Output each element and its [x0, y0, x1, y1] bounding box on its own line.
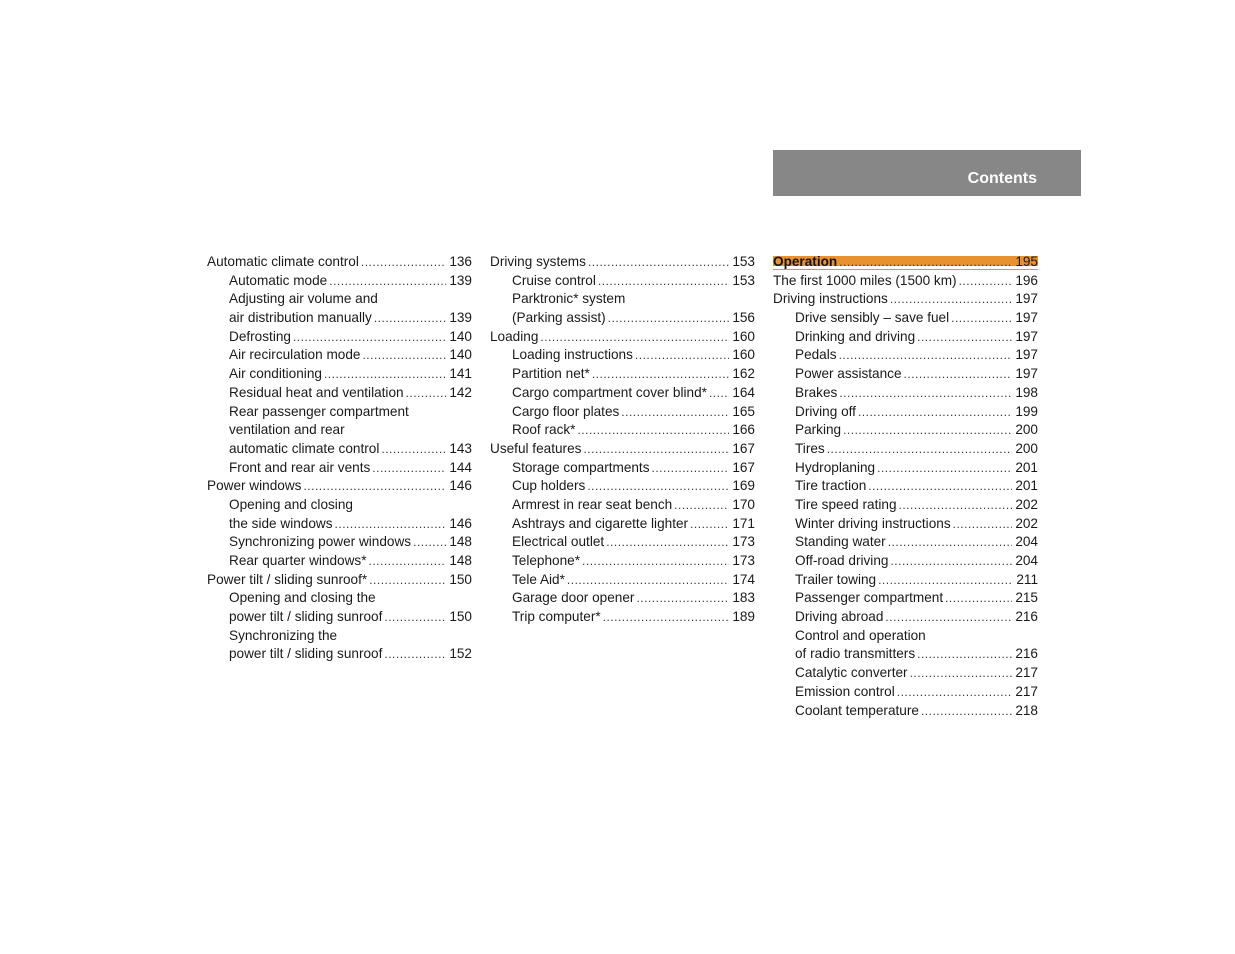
toc-entry-label: Cargo floor plates — [512, 403, 620, 419]
toc-entry[interactable] — [207, 571, 472, 590]
toc-entry-label: Synchronizing power windows — [229, 534, 412, 550]
toc-page-number: 169 — [732, 478, 755, 494]
toc-subentry[interactable] — [773, 309, 1038, 328]
toc-page-number: 195 — [1015, 254, 1038, 269]
toc-subentry[interactable] — [773, 477, 1038, 496]
toc-page-number: 153 — [732, 272, 755, 288]
toc-entry-label: Residual heat and ventilation — [229, 384, 404, 400]
toc-entry-label: Defrosting — [229, 328, 291, 344]
toc-page-number: 146 — [449, 478, 472, 494]
toc-page-number: 183 — [732, 590, 755, 606]
toc-entry[interactable] — [490, 440, 755, 459]
dot-leader — [374, 309, 447, 328]
dot-leader — [839, 253, 1012, 272]
toc-page-number: 150 — [449, 571, 472, 587]
toc-page-number: 139 — [449, 272, 472, 288]
toc-entry-label: Air recirculation mode — [229, 347, 361, 363]
toc-page-number: 141 — [449, 366, 472, 382]
toc-entry[interactable] — [773, 272, 1038, 291]
toc-subentry — [207, 421, 472, 440]
toc-entry-label: Cup holders — [512, 478, 586, 494]
toc-entry-label: Parking — [795, 422, 842, 438]
dot-leader — [674, 496, 729, 515]
toc-subentry — [490, 290, 755, 309]
toc-subentry[interactable] — [207, 552, 472, 571]
toc-page-number: 140 — [449, 328, 472, 344]
dot-leader — [592, 365, 729, 384]
dot-leader — [587, 477, 729, 496]
dot-leader — [897, 683, 1013, 702]
dot-leader — [588, 253, 729, 272]
toc-entry-label: Garage door opener — [512, 590, 635, 606]
toc-page-number: 162 — [732, 366, 755, 382]
dot-leader — [827, 440, 1013, 459]
toc-page-number: 167 — [732, 459, 755, 475]
dot-leader — [917, 328, 1012, 347]
toc-page-number: 156 — [732, 310, 755, 326]
toc-page-number: 148 — [449, 534, 472, 550]
toc-entry-label: Driving off — [795, 403, 856, 419]
toc-subentry[interactable] — [490, 571, 755, 590]
toc-entry-label: of radio transmitters — [795, 646, 916, 662]
toc-entry-label: Loading — [490, 328, 539, 344]
toc-entry-label: Off-road driving — [795, 553, 889, 568]
dot-leader — [303, 477, 446, 496]
toc-entry-label: Control and operation — [795, 627, 926, 643]
dot-leader — [890, 290, 1012, 309]
toc-entry-label: Storage compartments — [512, 459, 650, 475]
toc-page-number: 166 — [732, 422, 755, 438]
toc-entry-label: Loading instructions — [512, 347, 633, 363]
toc-entry-label: Armrest in rear seat bench — [512, 496, 673, 512]
toc-subentry[interactable] — [490, 552, 755, 571]
dot-leader — [843, 421, 1012, 440]
toc-page-number: 164 — [732, 384, 755, 400]
dot-leader — [839, 346, 1013, 365]
toc-page-number: 150 — [449, 609, 472, 625]
contents-tab — [773, 150, 1081, 196]
toc-page-number: 216 — [1015, 609, 1038, 625]
dot-leader — [293, 328, 446, 347]
toc-page-number: 160 — [732, 328, 755, 344]
toc-subentry[interactable] — [207, 459, 472, 478]
toc-entry-label: Driving systems — [490, 254, 586, 269]
toc-page-number: 200 — [1015, 440, 1038, 456]
dot-leader — [577, 421, 729, 440]
toc-subentry[interactable] — [207, 645, 472, 664]
toc-entry-label: Tires — [795, 440, 825, 456]
toc-subentry[interactable] — [773, 346, 1038, 365]
toc-column-2 — [490, 253, 755, 627]
toc-entry-label: Adjusting air volume and — [229, 291, 378, 307]
toc-entry[interactable] — [490, 253, 755, 272]
toc-subentry[interactable] — [490, 403, 755, 422]
toc-subentry — [773, 627, 1038, 646]
toc-subentry[interactable] — [490, 384, 755, 403]
toc-subentry[interactable] — [773, 384, 1038, 403]
toc-page-number: 216 — [1015, 646, 1038, 662]
toc-subentry[interactable] — [773, 683, 1038, 702]
toc-entry[interactable] — [773, 253, 1038, 272]
toc-page-number: 197 — [1015, 347, 1038, 363]
toc-subentry[interactable] — [773, 365, 1038, 384]
toc-entry-label: Brakes — [795, 384, 838, 400]
toc-entry-label: Parktronic* system — [512, 291, 626, 307]
dot-leader — [888, 533, 1013, 552]
dot-leader — [885, 608, 1012, 627]
toc-subentry — [207, 496, 472, 515]
toc-subentry[interactable] — [490, 272, 755, 291]
dot-leader — [890, 552, 1012, 571]
toc-entry-label: Opening and closing the — [229, 590, 376, 606]
toc-entry-label: Trailer towing — [795, 571, 877, 587]
toc-entry-label: Hydroplaning — [795, 459, 876, 475]
toc-page-number: 173 — [732, 553, 755, 568]
toc-entry-label: Driving abroad — [795, 609, 884, 625]
toc-page-number: 204 — [1015, 534, 1038, 550]
toc-subentry[interactable] — [490, 589, 755, 608]
toc-subentry[interactable] — [773, 440, 1038, 459]
toc-subentry[interactable] — [773, 496, 1038, 515]
toc-entry-label: Useful features — [490, 440, 582, 456]
toc-page-number: 144 — [449, 459, 472, 475]
dot-leader — [608, 309, 730, 328]
toc-subentry[interactable] — [207, 515, 472, 534]
toc-page-number: 202 — [1015, 496, 1038, 512]
toc-entry-label: Drinking and driving — [795, 328, 916, 344]
toc-entry-label: Catalytic converter — [795, 665, 908, 681]
toc-entry[interactable] — [207, 253, 472, 272]
toc-subentry — [207, 403, 472, 422]
dot-leader — [621, 403, 729, 422]
toc-entry-label: air distribution manually — [229, 310, 372, 326]
toc-entry-label: Coolant temperature — [795, 702, 919, 718]
toc-page-number: 218 — [1015, 702, 1038, 718]
dot-leader — [951, 309, 1012, 328]
toc-subentry — [207, 290, 472, 309]
toc-subentry[interactable] — [490, 421, 755, 440]
toc-page-number: 142 — [449, 384, 472, 400]
toc-page-number: 139 — [449, 310, 472, 326]
toc-entry-label: Front and rear air vents — [229, 459, 371, 475]
toc-entry-label: Tire traction — [795, 478, 867, 494]
toc-entry-label: Synchronizing the — [229, 627, 338, 643]
toc-entry-label: Telephone* — [512, 553, 581, 568]
toc-page-number: 167 — [732, 440, 755, 456]
dot-leader — [917, 645, 1012, 664]
toc-page-number: 146 — [449, 515, 472, 531]
toc-page-number: 199 — [1015, 403, 1038, 419]
dot-leader — [362, 346, 446, 365]
toc-subentry[interactable] — [207, 384, 472, 403]
toc-page-number: 153 — [732, 254, 755, 269]
dot-leader — [868, 477, 1012, 496]
dot-leader — [413, 533, 446, 552]
toc-page-number: 173 — [732, 534, 755, 550]
toc-column-1 — [207, 253, 472, 664]
toc-column-3 — [773, 253, 1038, 720]
toc-entry-label: Roof rack* — [512, 422, 576, 438]
toc-entry-label: Partition net* — [512, 366, 590, 382]
dot-leader — [709, 384, 729, 403]
dot-leader — [369, 571, 446, 590]
dot-leader — [406, 384, 447, 403]
dot-leader — [953, 515, 1013, 534]
dot-leader — [598, 272, 729, 291]
toc-subentry[interactable] — [207, 365, 472, 384]
dot-leader — [329, 272, 446, 291]
toc-subentry[interactable] — [773, 589, 1038, 608]
dot-leader — [945, 589, 1012, 608]
toc-entry-label: Pedals — [795, 347, 837, 363]
toc-page-number: 201 — [1015, 478, 1038, 494]
toc-entry-label: automatic climate control — [229, 440, 380, 456]
toc-subentry[interactable] — [207, 309, 472, 328]
toc-entry-label: Drive sensibly – save fuel — [795, 310, 950, 326]
toc-page-number: 197 — [1015, 291, 1038, 307]
dot-leader — [910, 664, 1013, 683]
toc-entry-label: Automatic mode — [229, 272, 328, 288]
toc-entry-label: Power assistance — [795, 366, 902, 382]
toc-subentry[interactable] — [490, 496, 755, 515]
toc-entry-label: Emission control — [795, 683, 895, 699]
toc-subentry[interactable] — [773, 552, 1038, 571]
toc-subentry[interactable] — [490, 365, 755, 384]
toc-page-number: 165 — [732, 403, 755, 419]
toc-page-number: 217 — [1015, 665, 1038, 681]
toc-page-number: 196 — [1015, 272, 1038, 288]
toc-entry-label: (Parking assist) — [512, 310, 606, 326]
toc-page-number: 148 — [449, 553, 472, 568]
dot-leader — [858, 403, 1012, 422]
dot-leader — [324, 365, 446, 384]
toc-subentry[interactable] — [773, 645, 1038, 664]
toc-subentry[interactable] — [207, 328, 472, 347]
toc-subentry[interactable] — [773, 608, 1038, 627]
toc-subentry — [207, 627, 472, 646]
dot-leader — [921, 702, 1012, 721]
toc-page-number: 197 — [1015, 328, 1038, 344]
toc-subentry[interactable] — [773, 533, 1038, 552]
dot-leader — [583, 440, 729, 459]
dot-leader — [904, 365, 1013, 384]
toc-page-number: 152 — [449, 646, 472, 662]
toc-subentry[interactable] — [490, 515, 755, 534]
toc-entry-label: the side windows — [229, 515, 333, 531]
toc-entry-label: Ashtrays and cigarette lighter — [512, 515, 689, 531]
toc-entry-label: power tilt / sliding sunroof — [229, 609, 383, 625]
dot-leader — [603, 608, 730, 627]
toc-entry-label: Tire speed rating — [795, 496, 897, 512]
toc-subentry[interactable] — [207, 346, 472, 365]
toc-entry-label: Cruise control — [512, 272, 596, 288]
dot-leader — [384, 608, 446, 627]
toc-page-number: 197 — [1015, 366, 1038, 382]
dot-leader — [361, 253, 446, 272]
toc-entry-label: power tilt / sliding sunroof — [229, 646, 383, 662]
toc-entry-label: Power windows — [207, 478, 302, 494]
toc-entry-label: Rear passenger compartment — [229, 403, 409, 419]
toc-page-number: 204 — [1015, 553, 1038, 568]
dot-leader — [369, 552, 447, 571]
toc-page-number: 170 — [732, 496, 755, 512]
dot-leader — [335, 515, 447, 534]
toc-entry-label: Opening and closing — [229, 496, 353, 512]
toc-subentry[interactable] — [490, 477, 755, 496]
toc-subentry[interactable] — [773, 515, 1038, 534]
toc-page-number: 198 — [1015, 384, 1038, 400]
toc-page-number: 202 — [1015, 515, 1038, 531]
toc-entry-label: Cargo compartment cover blind* — [512, 384, 707, 400]
dot-leader — [381, 440, 446, 459]
toc-entry-label: Operation — [773, 254, 838, 269]
toc-page-number: 174 — [732, 571, 755, 587]
toc-page-number: 200 — [1015, 422, 1038, 438]
toc-page-number: 171 — [732, 515, 755, 531]
toc-entry-label: Power tilt / sliding sunroof* — [207, 571, 368, 587]
dot-leader — [878, 571, 1013, 590]
toc-page-number: 143 — [449, 440, 472, 456]
toc-entry-label: Tele Aid* — [512, 571, 565, 587]
toc-subentry[interactable] — [490, 608, 755, 627]
dot-leader — [384, 645, 446, 664]
toc-entry-label: Rear quarter windows* — [229, 553, 367, 568]
dot-leader — [540, 328, 729, 347]
toc-subentry[interactable] — [490, 533, 755, 552]
toc-entry-label: Passenger compartment — [795, 590, 944, 606]
toc-subentry[interactable] — [773, 421, 1038, 440]
toc-subentry[interactable] — [773, 328, 1038, 347]
toc-subentry[interactable] — [773, 459, 1038, 478]
toc-subentry[interactable] — [207, 533, 472, 552]
toc-subentry[interactable] — [490, 346, 755, 365]
toc-subentry[interactable] — [207, 272, 472, 291]
toc-subentry[interactable] — [773, 664, 1038, 683]
toc-entry[interactable] — [773, 290, 1038, 309]
toc-entry[interactable] — [490, 328, 755, 347]
dot-leader — [582, 552, 729, 571]
toc-entry-label: Winter driving instructions — [795, 515, 951, 531]
toc-entry-label: Trip computer* — [512, 609, 601, 625]
dot-leader — [635, 346, 729, 365]
toc-page-number: 136 — [449, 254, 472, 269]
toc-page-number: 215 — [1015, 590, 1038, 606]
toc-subentry[interactable] — [207, 440, 472, 459]
toc-page-number: 197 — [1015, 310, 1038, 326]
toc-subentry — [207, 589, 472, 608]
toc-page-number: 201 — [1015, 459, 1038, 475]
toc-entry-label: Automatic climate control — [207, 254, 359, 269]
dot-leader — [839, 384, 1012, 403]
toc-entry[interactable] — [207, 477, 472, 496]
toc-subentry[interactable] — [490, 459, 755, 478]
toc-subentry[interactable] — [773, 702, 1038, 721]
toc-page-number: 211 — [1016, 571, 1038, 587]
toc-subentry[interactable] — [773, 571, 1038, 590]
dot-leader — [690, 515, 729, 534]
toc-entry-label: Electrical outlet — [512, 534, 605, 550]
toc-entry-label: The first 1000 miles (1500 km) — [773, 272, 957, 288]
dot-leader — [959, 272, 1013, 291]
toc-subentry[interactable] — [773, 403, 1038, 422]
toc-subentry[interactable] — [207, 608, 472, 627]
dot-leader — [652, 459, 730, 478]
dot-leader — [636, 589, 729, 608]
dot-leader — [567, 571, 729, 590]
toc-entry-label: Standing water — [795, 534, 886, 550]
dot-leader — [899, 496, 1013, 515]
dot-leader — [877, 459, 1012, 478]
toc-entry-label: Air conditioning — [229, 366, 322, 382]
toc-entry-label: Driving instructions — [773, 291, 888, 307]
dot-leader — [372, 459, 446, 478]
page-title: Contents — [967, 170, 1037, 187]
dot-leader — [606, 533, 729, 552]
toc-page-number: 140 — [449, 347, 472, 363]
toc-page-number: 217 — [1015, 683, 1038, 699]
toc-page-number: 160 — [732, 347, 755, 363]
toc-subentry[interactable] — [490, 309, 755, 328]
toc-page-number: 189 — [732, 609, 755, 625]
toc-entry-label: ventilation and rear — [229, 422, 345, 438]
